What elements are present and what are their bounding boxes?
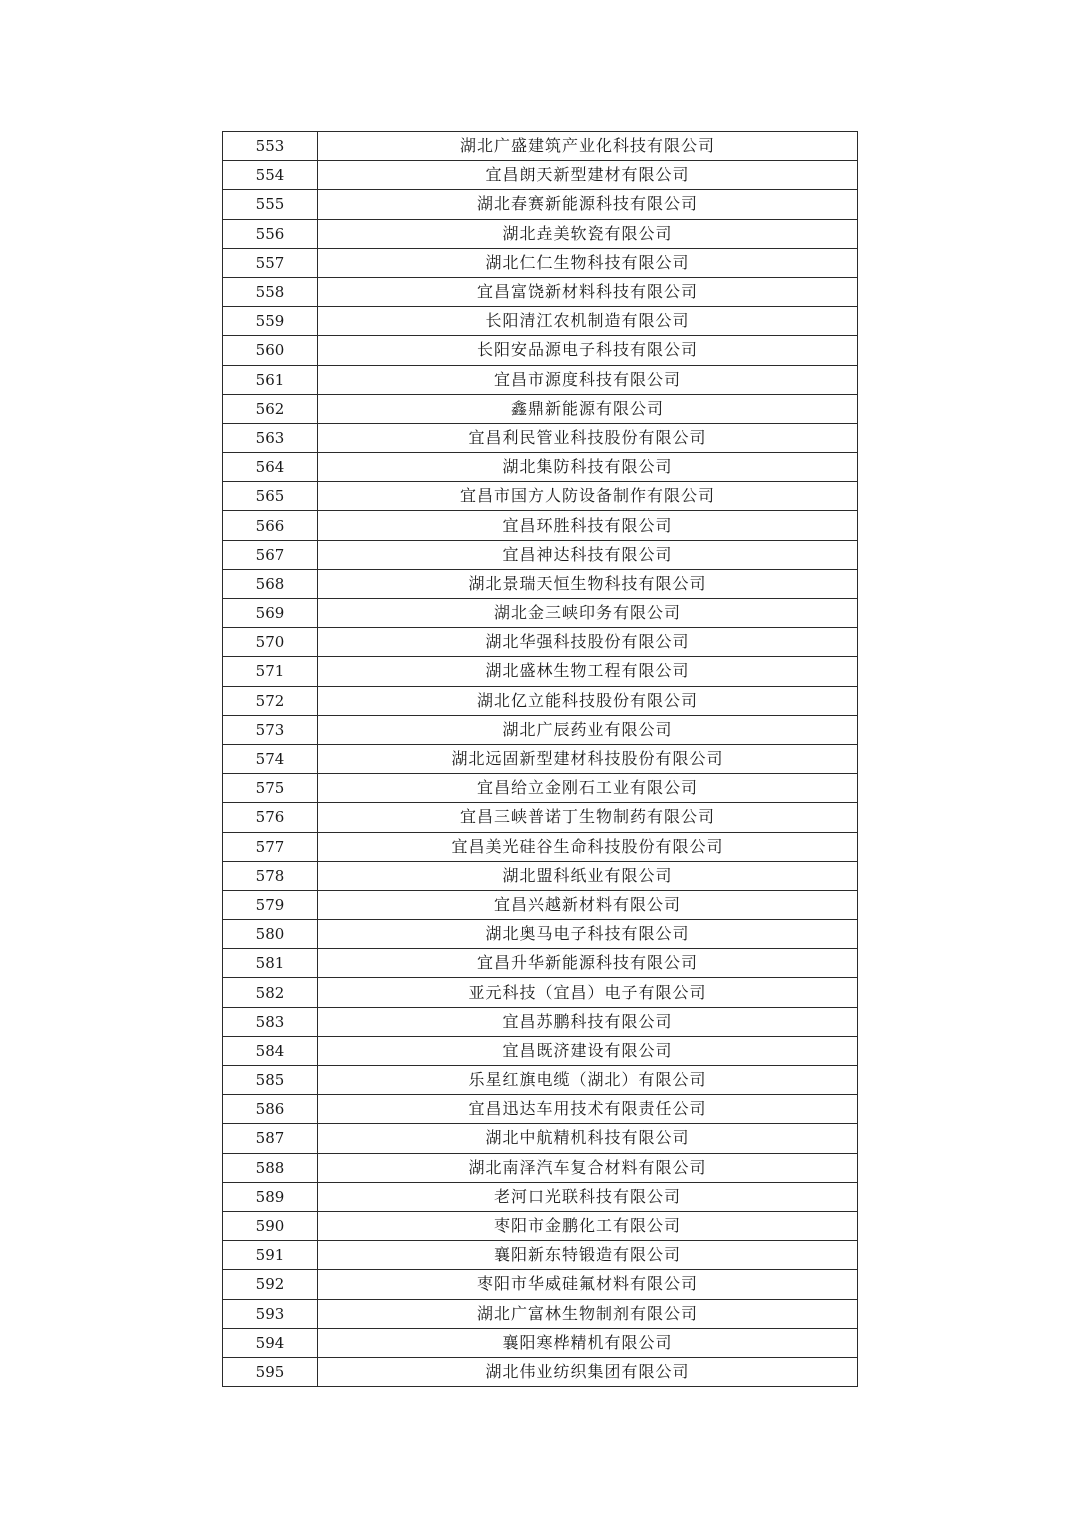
table-row bbox=[223, 1095, 858, 1124]
table-row bbox=[223, 978, 858, 1007]
table-row bbox=[223, 920, 858, 949]
company-name-cell: 宜昌朗天新型建材有限公司 bbox=[318, 161, 858, 190]
company-name-cell: 湖北广富林生物制剂有限公司 bbox=[318, 1299, 858, 1328]
row-number-cell: 574 bbox=[223, 744, 318, 773]
company-name-cell: 宜昌迅达车用技术有限责任公司 bbox=[318, 1095, 858, 1124]
table-row bbox=[223, 832, 858, 861]
row-number-cell: 571 bbox=[223, 657, 318, 686]
company-name-cell: 宜昌神达科技有限公司 bbox=[318, 540, 858, 569]
row-number-cell: 560 bbox=[223, 336, 318, 365]
table-row bbox=[223, 628, 858, 657]
table-row bbox=[223, 190, 858, 219]
table-row bbox=[223, 890, 858, 919]
row-number-cell: 589 bbox=[223, 1182, 318, 1211]
table-row bbox=[223, 1036, 858, 1065]
company-name-cell: 湖北盟科纸业有限公司 bbox=[318, 861, 858, 890]
table-row bbox=[223, 540, 858, 569]
row-number-cell: 566 bbox=[223, 511, 318, 540]
company-name-cell: 宜昌三峡普诺丁生物制药有限公司 bbox=[318, 803, 858, 832]
table-row bbox=[223, 453, 858, 482]
table-row bbox=[223, 1007, 858, 1036]
company-name-cell: 宜昌美光硅谷生命科技股份有限公司 bbox=[318, 832, 858, 861]
row-number-cell: 591 bbox=[223, 1241, 318, 1270]
row-number-cell: 590 bbox=[223, 1211, 318, 1240]
row-number-cell: 578 bbox=[223, 861, 318, 890]
table-row bbox=[223, 219, 858, 248]
row-number-cell: 572 bbox=[223, 686, 318, 715]
company-name-cell: 襄阳寒桦精机有限公司 bbox=[318, 1328, 858, 1357]
row-number-cell: 595 bbox=[223, 1357, 318, 1386]
row-number-cell: 580 bbox=[223, 920, 318, 949]
row-number-cell: 569 bbox=[223, 599, 318, 628]
row-number-cell: 567 bbox=[223, 540, 318, 569]
company-name-cell: 宜昌富饶新材料科技有限公司 bbox=[318, 277, 858, 306]
row-number-cell: 575 bbox=[223, 774, 318, 803]
table-row bbox=[223, 1066, 858, 1095]
table-row bbox=[223, 161, 858, 190]
row-number-cell: 594 bbox=[223, 1328, 318, 1357]
row-number-cell: 585 bbox=[223, 1066, 318, 1095]
company-name-cell: 湖北垚美软瓷有限公司 bbox=[318, 219, 858, 248]
company-name-cell: 鑫鼎新能源有限公司 bbox=[318, 394, 858, 423]
company-name-cell: 枣阳市华威硅氟材料有限公司 bbox=[318, 1270, 858, 1299]
row-number-cell: 556 bbox=[223, 219, 318, 248]
row-number-cell: 576 bbox=[223, 803, 318, 832]
table-row bbox=[223, 365, 858, 394]
table-row bbox=[223, 803, 858, 832]
table-row bbox=[223, 1241, 858, 1270]
company-name-cell: 湖北集防科技有限公司 bbox=[318, 453, 858, 482]
company-name-cell: 宜昌兴越新材料有限公司 bbox=[318, 890, 858, 919]
company-name-cell: 湖北远固新型建材科技股份有限公司 bbox=[318, 744, 858, 773]
company-name-cell: 宜昌环胜科技有限公司 bbox=[318, 511, 858, 540]
table-row bbox=[223, 132, 858, 161]
company-name-cell: 湖北盛林生物工程有限公司 bbox=[318, 657, 858, 686]
row-number-cell: 587 bbox=[223, 1124, 318, 1153]
row-number-cell: 568 bbox=[223, 569, 318, 598]
table-row bbox=[223, 686, 858, 715]
company-name-cell: 老河口光联科技有限公司 bbox=[318, 1182, 858, 1211]
company-name-cell: 湖北仁仁生物科技有限公司 bbox=[318, 248, 858, 277]
row-number-cell: 582 bbox=[223, 978, 318, 1007]
table-row bbox=[223, 774, 858, 803]
row-number-cell: 584 bbox=[223, 1036, 318, 1065]
company-name-cell: 湖北景瑞天恒生物科技有限公司 bbox=[318, 569, 858, 598]
row-number-cell: 573 bbox=[223, 715, 318, 744]
row-number-cell: 593 bbox=[223, 1299, 318, 1328]
table-row bbox=[223, 744, 858, 773]
row-number-cell: 565 bbox=[223, 482, 318, 511]
row-number-cell: 570 bbox=[223, 628, 318, 657]
table-row bbox=[223, 423, 858, 452]
company-name-cell: 宜昌升华新能源科技有限公司 bbox=[318, 949, 858, 978]
table-row bbox=[223, 1270, 858, 1299]
row-number-cell: 554 bbox=[223, 161, 318, 190]
row-number-cell: 562 bbox=[223, 394, 318, 423]
table-row bbox=[223, 394, 858, 423]
row-number-cell: 561 bbox=[223, 365, 318, 394]
row-number-cell: 564 bbox=[223, 453, 318, 482]
table-row bbox=[223, 1357, 858, 1386]
table-row bbox=[223, 1153, 858, 1182]
row-number-cell: 557 bbox=[223, 248, 318, 277]
company-name-cell: 宜昌给立金刚石工业有限公司 bbox=[318, 774, 858, 803]
row-number-cell: 553 bbox=[223, 132, 318, 161]
company-name-cell: 亚元科技（宜昌）电子有限公司 bbox=[318, 978, 858, 1007]
company-name-cell: 宜昌市源度科技有限公司 bbox=[318, 365, 858, 394]
company-name-cell: 湖北华强科技股份有限公司 bbox=[318, 628, 858, 657]
company-name-cell: 宜昌利民管业科技股份有限公司 bbox=[318, 423, 858, 452]
table-row bbox=[223, 277, 858, 306]
company-name-cell: 湖北南泽汽车复合材料有限公司 bbox=[318, 1153, 858, 1182]
company-name-cell: 乐星红旗电缆（湖北）有限公司 bbox=[318, 1066, 858, 1095]
table-row bbox=[223, 569, 858, 598]
table-row bbox=[223, 949, 858, 978]
company-name-cell: 湖北亿立能科技股份有限公司 bbox=[318, 686, 858, 715]
company-name-cell: 宜昌既济建设有限公司 bbox=[318, 1036, 858, 1065]
row-number-cell: 581 bbox=[223, 949, 318, 978]
table-row bbox=[223, 307, 858, 336]
table-row bbox=[223, 1299, 858, 1328]
company-name-cell: 襄阳新东特锻造有限公司 bbox=[318, 1241, 858, 1270]
table-row bbox=[223, 1182, 858, 1211]
company-name-cell: 湖北春赛新能源科技有限公司 bbox=[318, 190, 858, 219]
company-name-cell: 湖北中航精机科技有限公司 bbox=[318, 1124, 858, 1153]
company-name-cell: 宜昌苏鹏科技有限公司 bbox=[318, 1007, 858, 1036]
table-row bbox=[223, 715, 858, 744]
table-row bbox=[223, 336, 858, 365]
row-number-cell: 579 bbox=[223, 890, 318, 919]
company-name-cell: 湖北广盛建筑产业化科技有限公司 bbox=[318, 132, 858, 161]
row-number-cell: 583 bbox=[223, 1007, 318, 1036]
row-number-cell: 558 bbox=[223, 277, 318, 306]
table-row bbox=[223, 861, 858, 890]
row-number-cell: 586 bbox=[223, 1095, 318, 1124]
table-row bbox=[223, 599, 858, 628]
row-number-cell: 559 bbox=[223, 307, 318, 336]
table-row bbox=[223, 511, 858, 540]
table-row bbox=[223, 248, 858, 277]
table-body bbox=[223, 132, 858, 1387]
table-row bbox=[223, 1124, 858, 1153]
company-list-table bbox=[222, 131, 858, 1387]
row-number-cell: 577 bbox=[223, 832, 318, 861]
row-number-cell: 555 bbox=[223, 190, 318, 219]
row-number-cell: 588 bbox=[223, 1153, 318, 1182]
table-row bbox=[223, 1211, 858, 1240]
company-name-cell: 湖北广辰药业有限公司 bbox=[318, 715, 858, 744]
table-row bbox=[223, 657, 858, 686]
row-number-cell: 592 bbox=[223, 1270, 318, 1299]
company-name-cell: 湖北伟业纺织集团有限公司 bbox=[318, 1357, 858, 1386]
company-name-cell: 宜昌市国方人防设备制作有限公司 bbox=[318, 482, 858, 511]
table-row bbox=[223, 482, 858, 511]
company-name-cell: 湖北金三峡印务有限公司 bbox=[318, 599, 858, 628]
company-name-cell: 枣阳市金鹏化工有限公司 bbox=[318, 1211, 858, 1240]
table-row bbox=[223, 1328, 858, 1357]
company-name-cell: 长阳安品源电子科技有限公司 bbox=[318, 336, 858, 365]
company-name-cell: 湖北奥马电子科技有限公司 bbox=[318, 920, 858, 949]
company-name-cell: 长阳清江农机制造有限公司 bbox=[318, 307, 858, 336]
row-number-cell: 563 bbox=[223, 423, 318, 452]
